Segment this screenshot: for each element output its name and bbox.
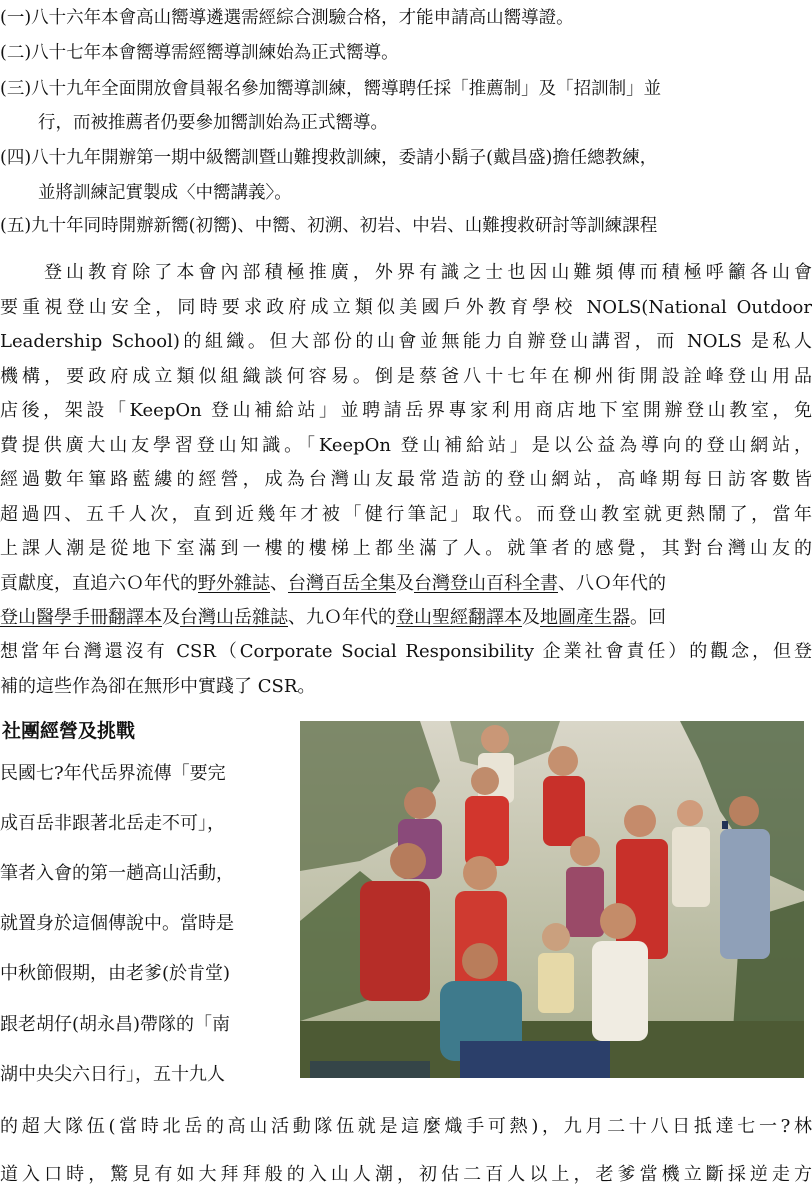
paragraph-line (0, 572, 812, 596)
paragraph-line: 費提供廣大山友學習登山知識。「KeepOn 登山補給站」是以公益為導向的登山網站， (0, 435, 812, 456)
paragraph-line: 登山教育除了本會內部積極推廣，外界有識之士也因山難頻傳而積極呼籲各山會 (44, 262, 812, 283)
section-text-line: 跟老胡仔(胡永昌)帶隊的「南 (0, 1014, 231, 1035)
paragraph-text: 。回 (630, 607, 666, 628)
paragraph-text: 、九Ｏ年代的 (288, 607, 396, 628)
section-text-line: 中秋節假期，由老爹(於肯堂) (0, 963, 231, 984)
paragraph-text: 貢獻度，直追六Ｏ年代的 (0, 573, 198, 594)
list-item-2: (二)八十七年本會嚮導需經嚮導訓練始為正式嚮導。 (0, 43, 399, 63)
book-title-underlined: 登山聖經翻譯本 (396, 607, 522, 628)
paragraph-text: 及 (396, 573, 414, 594)
paragraph-line: 店後，架設「KeepOn 登山補給站」並聘請岳界專家利用商店地下室開辦登山教室，免 (0, 400, 812, 421)
section-text-line: 道入口時，驚見有如大拜拜般的入山人潮，初估二百人以上，老爹當機立斷採逆走方 (0, 1164, 812, 1185)
group-photo (300, 721, 804, 1078)
paragraph-text: 及 (162, 607, 180, 628)
paragraph-line: 機構，要政府成立類似組織談何容易。倒是蔡爸八十七年在柳州街開設詮峰登山用品 (0, 366, 812, 387)
paragraph-line: 要重視登山安全，同時要求政府成立類似美國戶外教育學校 NOLS(National Outdoor (0, 297, 812, 318)
section-text-line: 的超大隊伍(當時北岳的高山活動隊伍就是這麼熾手可熱)，九月二十八日抵達七一?林 (0, 1116, 812, 1137)
section-text-line: 湖中央尖六日行」，五十九人 (0, 1064, 225, 1085)
paragraph-text: 、八Ｏ年代的 (558, 573, 666, 594)
book-title-underlined: 台灣登山百科全書 (414, 573, 558, 594)
paragraph-line: 想當年台灣還沒有 CSR（Corporate Social Responsibility 企業社會責任）的觀念，但登 (0, 641, 812, 662)
paragraph-line: 上課人潮是從地下室滿到一樓的樓梯上都坐滿了人。就筆者的感覺，其對台灣山友的 (0, 538, 812, 559)
paragraph-line: 經過數年篳路藍縷的經營，成為台灣山友最常造訪的登山網站，高峰期每日訪客數皆 (0, 469, 812, 490)
book-title-underlined: 登山醫學手冊翻譯本 (0, 607, 162, 628)
paragraph-line: Leadership School)的組織。但大部份的山會並無能力自辦登山講習，而 NOLS 是私人 (0, 331, 812, 352)
paragraph-text: 、 (270, 573, 288, 594)
section-text-line: 民國七?年代岳界流傳「要完 (0, 763, 226, 784)
paragraph-line: 超過四、五千人次，直到近幾年才被「健行筆記」取代。而登山教室就更熱鬧了，當年 (0, 504, 812, 525)
list-item-1: (一)八十六年本會高山嚮導遴選需經綜合測驗合格，才能申請高山嚮導證。 (0, 8, 574, 28)
book-title-underlined: 野外雜誌 (198, 573, 270, 594)
list-item-3: (三)八十九年全面開放會員報名參加嚮導訓練，嚮導聘任採「推薦制」及「招訓制」並 (0, 79, 662, 99)
list-item-4: (四)八十九年開辦第一期中級嚮訓暨山難搜救訓練，委請小鬍子(戴昌盛)擔任總教練， (0, 148, 658, 168)
paragraph-line: 補的這些作為卻在無形中實踐了 CSR。 (0, 676, 316, 697)
paragraph-line (0, 606, 812, 630)
section-text-line: 就置身於這個傳說中。當時是 (0, 913, 234, 934)
book-title-underlined: 台灣山岳雜誌 (180, 607, 288, 628)
book-title-underlined: 地圖產生器 (540, 607, 630, 628)
list-item-3-cont: 行，而被推薦者仍要參加嚮訓始為正式嚮導。 (38, 113, 388, 133)
section-text-line: 成百岳非跟著北岳走不可」， (0, 813, 225, 834)
list-item-4-cont: 並將訓練記實製成〈中嚮講義〉。 (38, 183, 292, 203)
list-item-5: (五)九十年同時開辦新嚮(初嚮)、中嚮、初溯、初岩、中岩、山難搜救研討等訓練課程 (0, 216, 658, 236)
book-title-underlined: 台灣百岳全集 (288, 573, 396, 594)
paragraph-text: 及 (522, 607, 540, 628)
section-heading: 社團經營及挑戰 (2, 720, 136, 742)
section-text-line: 筆者入會的第一趟高山活動， (0, 863, 234, 884)
